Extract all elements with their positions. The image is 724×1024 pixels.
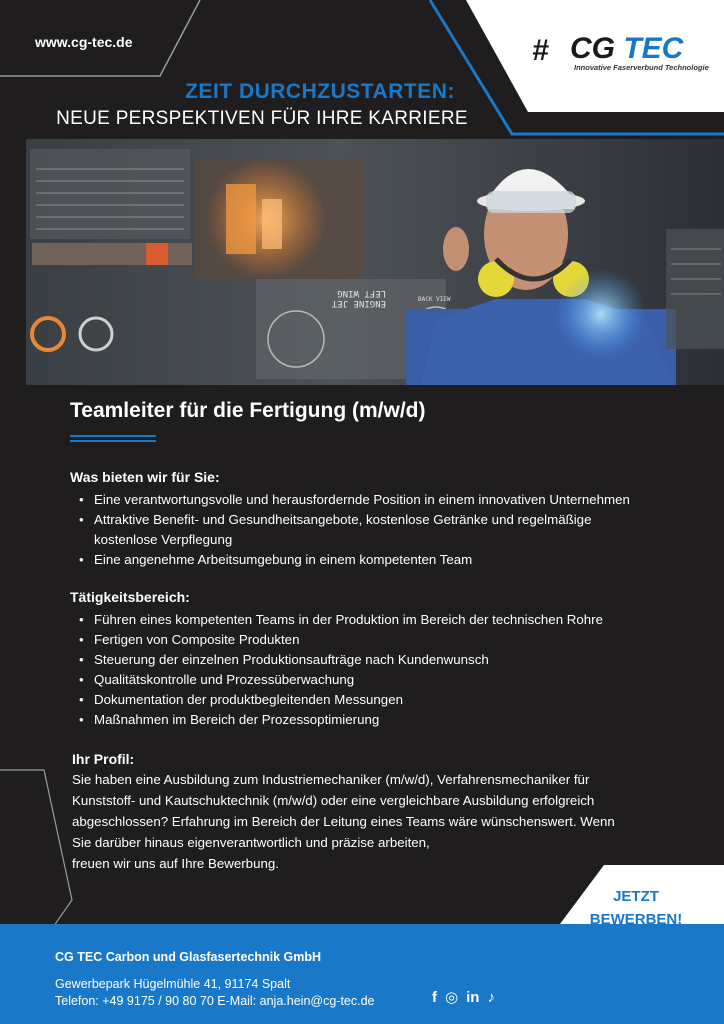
job-title: Teamleiter für die Fertigung (m/w/d) [70, 399, 426, 422]
profile-line: Sie haben eine Ausbildung zum Industriemechaniker (m/w/d), Verfahrensmechaniker für [72, 772, 590, 787]
hero-image [26, 139, 724, 385]
logo-wordmark [570, 32, 683, 66]
hud-label-1: LEFT WING [337, 288, 386, 298]
hud-label-2: ENGINE JET [331, 298, 386, 308]
profile-line: freuen wir uns auf Ihre Bewerbung. [72, 856, 279, 871]
profile-section [72, 751, 692, 874]
social-links [432, 988, 495, 1006]
tiktok-icon[interactable]: ♪ [487, 988, 495, 1006]
list-item: • Fertigen von Composite Produkten [70, 630, 690, 650]
tasks-heading: Tätigkeitsbereich: [70, 589, 190, 605]
list-item: • Dokumentation der produktbegleitenden Messungen [70, 690, 690, 710]
headline-secondary: NEUE PERSPEKTIVEN FÜR IHRE KARRIERE [56, 108, 468, 129]
instagram-icon[interactable]: ◎ [445, 989, 459, 1006]
list-item: • Steuerung der einzelnen Produktionsaufträge nach Kundenwunsch [70, 650, 690, 670]
list-item: • Attraktive Benefit- und Gesundheitsangebote, kostenlose Getränke und regelmäßige kostenlose Verpflegung [70, 510, 690, 550]
list-item: • Führen eines kompetenten Teams in der Produktion im Bereich der technischen Rohre [70, 610, 690, 630]
company-logo [532, 32, 709, 76]
cta-url-1[interactable]: www.cg-tec.de/ [581, 946, 691, 963]
profile-heading: Ihr Profil: [72, 751, 135, 767]
cta-line-1: JETZT [613, 888, 659, 905]
title-underline-2 [70, 440, 156, 442]
tasks-section [70, 589, 690, 730]
facebook-icon[interactable]: f [432, 988, 437, 1006]
list-item: • Maßnahmen im Bereich der Prozessoptimierung [70, 710, 690, 730]
linkedin-icon[interactable]: in [466, 988, 480, 1006]
offer-heading: Was bieten wir für Sie: [70, 469, 220, 485]
cta-line-2: BEWERBEN! [589, 911, 683, 928]
cta-url-2[interactable]: kontakt/bewerben [572, 967, 700, 984]
logo-cg: CG [570, 32, 615, 65]
list-item: • Eine angenehme Arbeitsumgebung in einem kompetenten Team [70, 550, 690, 570]
profile-line: Kunststoff- und Kautschuktechnik (m/w/d) oder eine vergleichbare Ausbildung erfolgreich [72, 793, 595, 808]
profile-line: abgeschlossen? Erfahrung im Bereich der Leitung eines Teams wäre wünschenswert. Wenn [72, 814, 615, 829]
company-contact: Telefon: +49 9175 / 90 80 70 E-Mail: anja.hein@cg-tec.de [55, 994, 375, 1008]
logo-tec: TEC [623, 32, 684, 65]
logo-tagline: Innovative Faserverbund Technologie [574, 63, 709, 72]
list-item: • Qualitätskontrolle und Prozessüberwachung [70, 670, 690, 690]
profile-line: Sie darüber hinaus eigenverantwortlich und präzise arbeiten, [72, 835, 430, 850]
company-name: CG TEC Carbon und Glasfasertechnik GmbH [55, 950, 322, 964]
website-link[interactable]: www.cg-tec.de [35, 34, 133, 50]
headline-primary: ZEIT DURCHZUSTARTEN: [185, 80, 455, 103]
offer-section [70, 469, 690, 570]
title-underline-1 [70, 435, 156, 437]
logo-hash-icon: # [532, 34, 547, 67]
hud-label-3: BACK VIEW [418, 296, 451, 303]
list-item: • Eine verantwortungsvolle und herausfordernde Position in einem innovativen Unternehmen [70, 490, 690, 510]
hero-illustration [26, 139, 724, 385]
company-address: Gewerbepark Hügelmühle 41, 91174 Spalt [55, 977, 291, 991]
